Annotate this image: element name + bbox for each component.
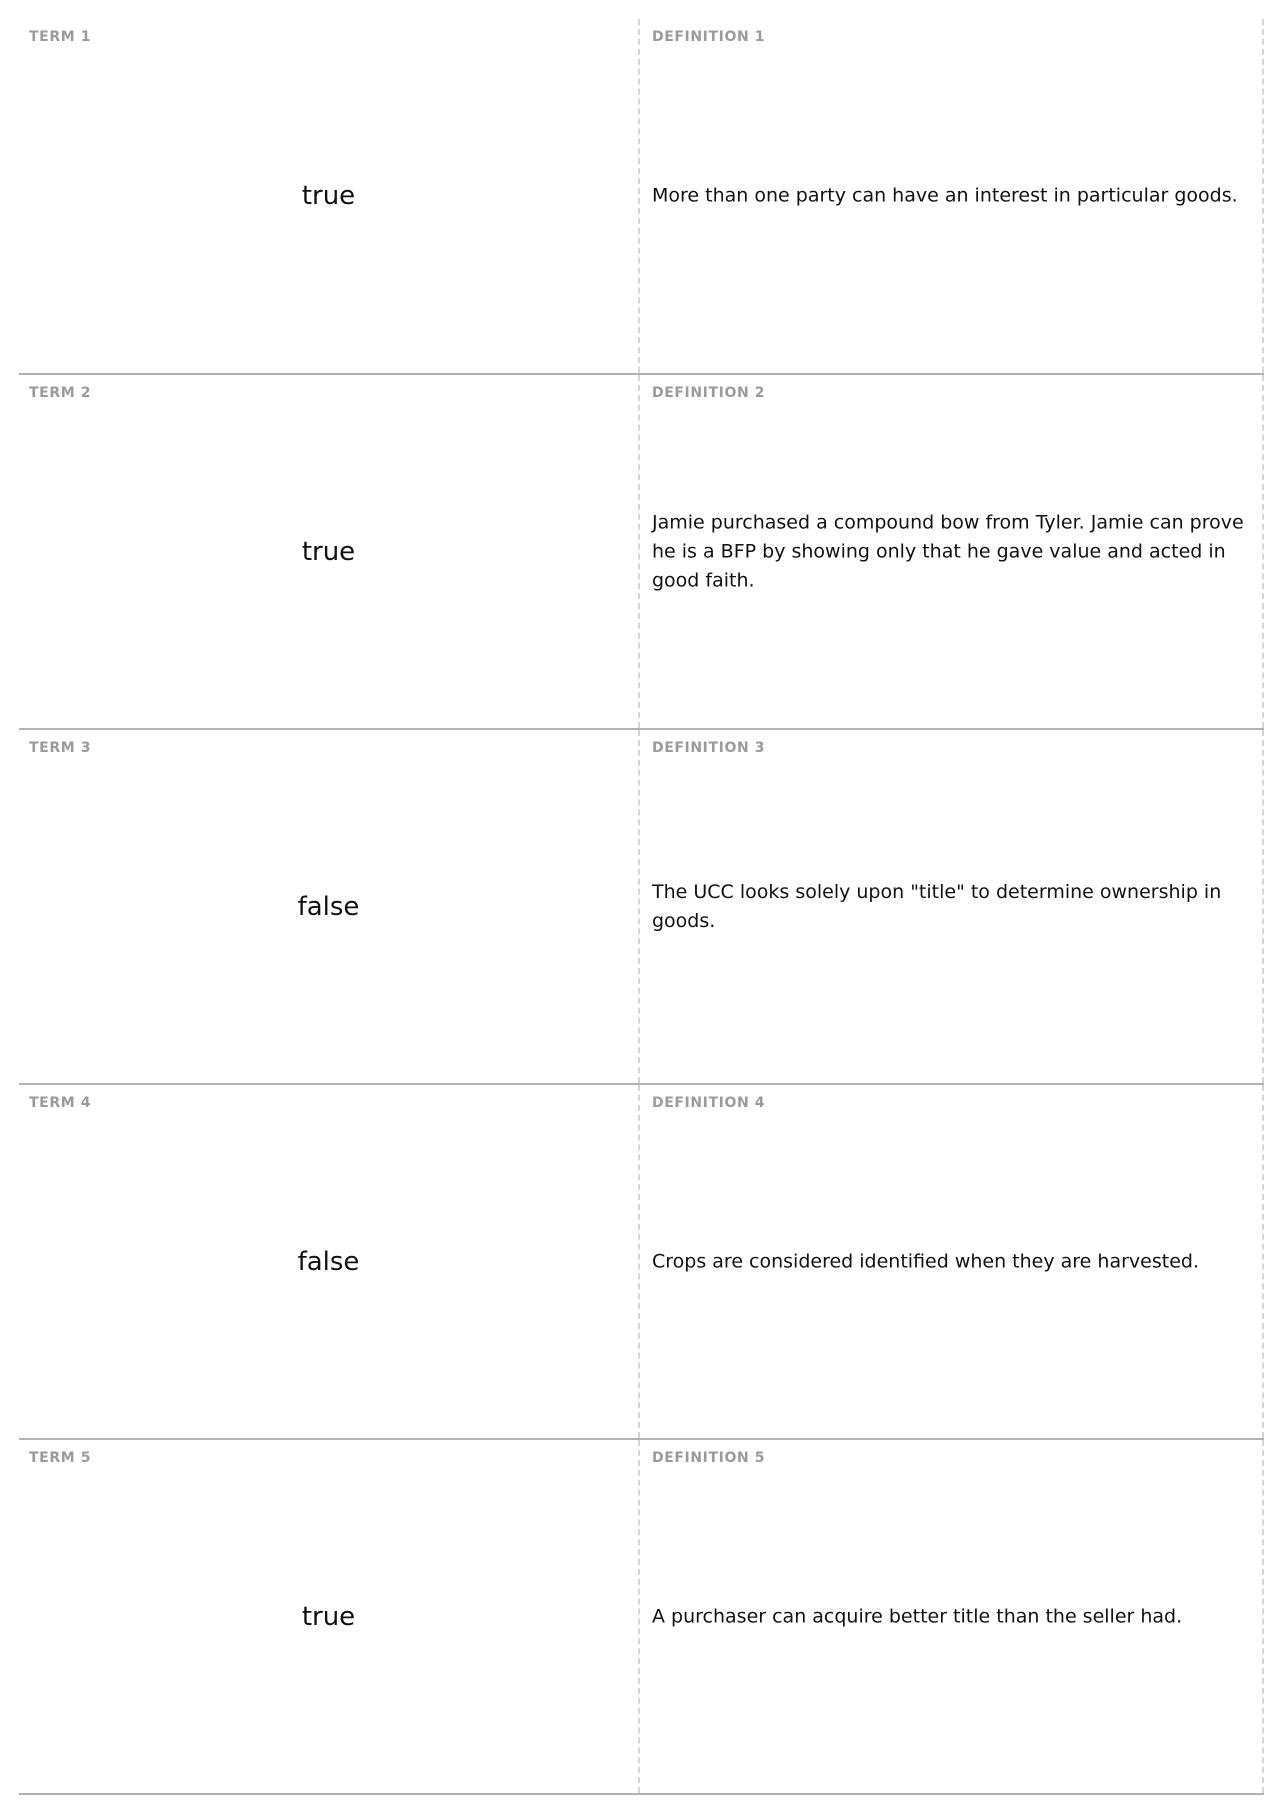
definition-text: More than one party can have an interest in particular goods. (652, 184, 1238, 207)
definition-text: The UCC looks solely upon "title" to determine ownership in goods. (652, 880, 1222, 932)
flashcard-row (19, 375, 1264, 730)
definition-cell (640, 1085, 1264, 1438)
definition-label: DEFINITION 5 (652, 1450, 766, 1466)
term-text: true (301, 181, 356, 211)
term-cell (19, 1085, 640, 1438)
definition-label: DEFINITION 1 (652, 29, 766, 45)
flashcard-row (19, 19, 1264, 375)
term-label: TERM 2 (29, 385, 92, 401)
term-text: false (297, 891, 360, 922)
flashcard-row (19, 1085, 1264, 1440)
term-text: false (297, 1246, 360, 1277)
definition-label: DEFINITION 3 (652, 740, 766, 756)
definition-cell (640, 730, 1264, 1083)
definition-cell (640, 1440, 1264, 1793)
definition-cell (640, 19, 1264, 373)
definition-text: Jamie purchased a compound bow from Tyler. Jamie can prove he is a BFP by showing only that he gave value and acted in good faith. (652, 511, 1244, 591)
flashcard-sheet (19, 19, 1264, 1795)
term-cell (19, 1440, 640, 1793)
definition-label: DEFINITION 2 (652, 385, 766, 401)
flashcard-row (19, 1440, 1264, 1795)
term-text: true (301, 536, 356, 567)
definition-label: DEFINITION 4 (652, 1095, 766, 1111)
term-cell (19, 19, 640, 373)
term-text: true (301, 1601, 356, 1632)
term-cell (19, 375, 640, 728)
definition-cell (640, 375, 1264, 728)
term-label: TERM 1 (29, 29, 92, 45)
term-cell (19, 730, 640, 1083)
flashcard-row (19, 730, 1264, 1085)
term-label: TERM 5 (29, 1450, 92, 1466)
definition-text: A purchaser can acquire better title than the seller had. (652, 1605, 1183, 1627)
definition-text: Crops are considered identified when they are harvested. (652, 1250, 1199, 1272)
term-label: TERM 3 (29, 740, 92, 756)
term-label: TERM 4 (29, 1095, 92, 1111)
